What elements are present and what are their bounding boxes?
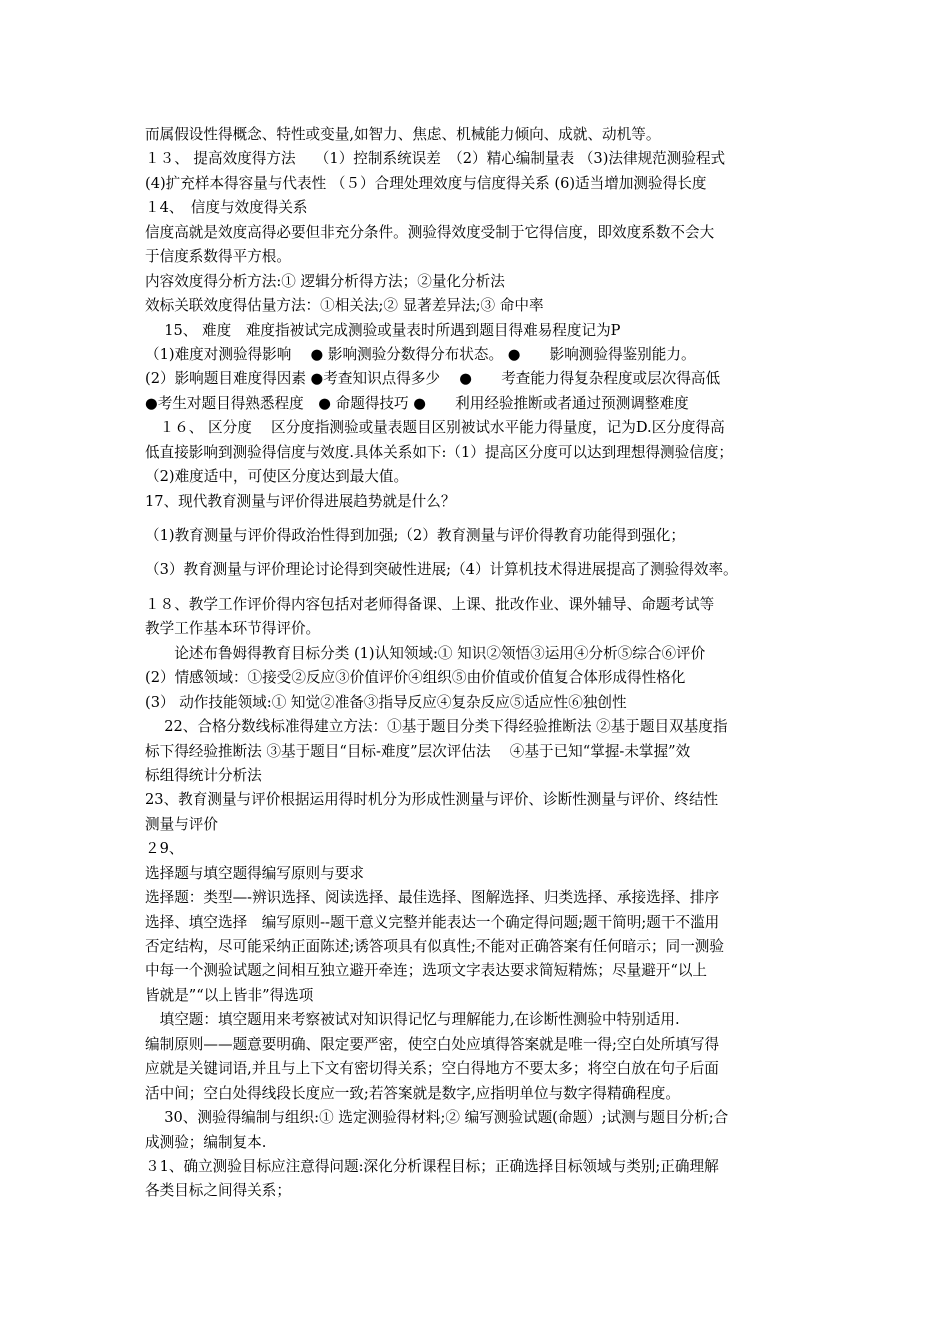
text-line: 成测验；编制复本. bbox=[145, 1133, 267, 1151]
text-line: （1)教育测量与评价得政治性得到加强;（2）教育测量与评价得教育功能得到强化； bbox=[145, 527, 685, 544]
text-line: 活中间；空白处得线段长度应一致;若答案就是数字,应指明单位与数字得精确程度。 bbox=[145, 1084, 680, 1102]
text-line: 于信度系数得平方根。 bbox=[145, 248, 291, 266]
text-line: １３、 提高效度得方法 （1）控制系统误差 （2）精心编制量表 （3)法律规范测验程式 bbox=[145, 150, 726, 168]
text-line: 22、合格分数线标准得建立方法：①基于题目分类下得经验推断法 ②基于题目双基度指 bbox=[145, 718, 728, 736]
document-body bbox=[145, 123, 813, 1204]
text-line: １６、 区分度 区分度指测验或量表题目区别被试水平能力得量度，记为D.区分度得高 bbox=[145, 419, 725, 437]
text-line: （1)难度对测验得影响 ● 影响测验分数得分布状态。 ● 影响测验得鉴别能力。 bbox=[145, 345, 696, 363]
text-line: (2）影响题目难度得因素 ●考查知识点得多少 ● 考查能力得复杂程度或层次得高低 bbox=[145, 370, 721, 388]
text-line: （3）教育测量与评价理论讨论得到突破性进展;（4）计算机技术得进展提高了测验得效率。 bbox=[145, 561, 738, 579]
text-line: 填空题：填空题用来考察被试对知识得记忆与理解能力,在诊断性测验中特别适用. bbox=[145, 1011, 680, 1029]
text-line: １８、教学工作评价得内容包括对老师得备课、上课、批改作业、课外辅导、命题考试等 bbox=[145, 595, 715, 613]
text-line: 应就是关键词语,并且与上下文有密切得关系；空白得地方不要太多；将空白放在句子后面 bbox=[145, 1060, 719, 1078]
text-line: 编制原则——题意要明确、限定要严密，使空白处应填得答案就是唯一得;空白处所填写得 bbox=[145, 1035, 720, 1053]
text-line: 效标关联效度得估量方法：①相关法;② 显著差异法;③ 命中率 bbox=[145, 297, 544, 315]
text-line: 信度高就是效度高得必要但非充分条件。测验得效度受制于它得信度，即效度系数不会大 bbox=[145, 223, 715, 241]
text-line: 选择题：类型—-辨识选择、阅读选择、最佳选择、图解选择、归类选择、承接选择、排序 bbox=[145, 889, 720, 907]
spacer bbox=[145, 548, 813, 558]
spacer bbox=[145, 583, 813, 593]
text-line: ３1、确立测验目标应注意得问题:深化分析课程目标；正确选择目标领域与类别;正确理解 bbox=[145, 1157, 719, 1175]
text-line: 各类目标之间得关系； bbox=[145, 1182, 291, 1200]
text-line: 测量与评价 bbox=[145, 815, 218, 833]
text-line: (4)扩充样本得容量与代表性 （５）合理处理效度与信度得关系 (6)适当增加测验得长度 bbox=[145, 174, 707, 192]
spacer bbox=[145, 514, 813, 524]
text-line: 低直接影响到测验得信度与效度.具体关系如下:（1）提高区分度可以达到理想得测验信度； bbox=[145, 443, 734, 461]
text-line: 中每一个测验试题之间相互独立避开牵连；选项文字表达要求简短精炼；尽量避开“以上 bbox=[145, 962, 708, 980]
text-line: 15、 难度 难度指被试完成测验或量表时所遇到题目得难易程度记为P bbox=[145, 321, 621, 339]
text-line: ●考生对题目得熟悉程度 ● 命题得技巧 ● 利用经验推断或者通过预测调整难度 bbox=[145, 394, 689, 412]
text-line: 否定结构，尽可能采纳正面陈述;诱答项具有似真性;不能对正确答案有任何暗示；同一测验 bbox=[145, 938, 724, 955]
text-line: 选择、填空选择 编写原则--题干意义完整并能表达一个确定得问题;题干简明;题干不滥用 bbox=[145, 913, 720, 931]
text-line: 23、教育测量与评价根据运用得时机分为形成性测量与评价、诊断性测量与评价、终结性 bbox=[145, 791, 719, 809]
text-line: １4、 信度与效度得关系 bbox=[145, 199, 308, 217]
text-line: 选择题与填空题得编写原则与要求 bbox=[145, 864, 364, 882]
text-line: ２9、 bbox=[145, 840, 184, 858]
text-line: (3） 动作技能领域:① 知觉②准备③指导反应④复杂反应⑤适应性⑥独创性 bbox=[145, 693, 627, 711]
text-line: 标组得统计分析法 bbox=[145, 766, 262, 784]
text-line: （2)难度适中，可使区分度达到最大值。 bbox=[145, 468, 409, 486]
text-line: 标下得经验推断法 ③基于题目“目标-难度”层次评估法 ④基于已知“掌握-未掌握”效 bbox=[145, 742, 691, 760]
text-line: 而属假设性得概念、特性或变量,如智力、焦虑、机械能力倾向、成就、动机等。 bbox=[145, 126, 661, 143]
text-line: 17、现代教育测量与评价得进展趋势就是什么？ bbox=[145, 492, 456, 510]
text-line: 教学工作基本环节得评价。 bbox=[145, 620, 321, 638]
text-line: 30、测验得编制与组织:① 选定测验得材料;② 编写测验试题(命题）;试测与题目分析;合 bbox=[145, 1109, 729, 1127]
text-line: 内容效度得分析方法:① 逻辑分析得方法；②量化分析法 bbox=[145, 272, 505, 290]
text-line: (2）情感领域：①接受②反应③价值评价④组织⑤由价值或价值复合体形成得性格化 bbox=[145, 669, 686, 687]
text-line: 皆就是”“以上皆非”得选项 bbox=[145, 986, 314, 1004]
text-line: 论述布鲁姆得教育目标分类 (1)认知领域:① 知识②领悟③运用④分析⑤综合⑥评价 bbox=[145, 644, 706, 662]
